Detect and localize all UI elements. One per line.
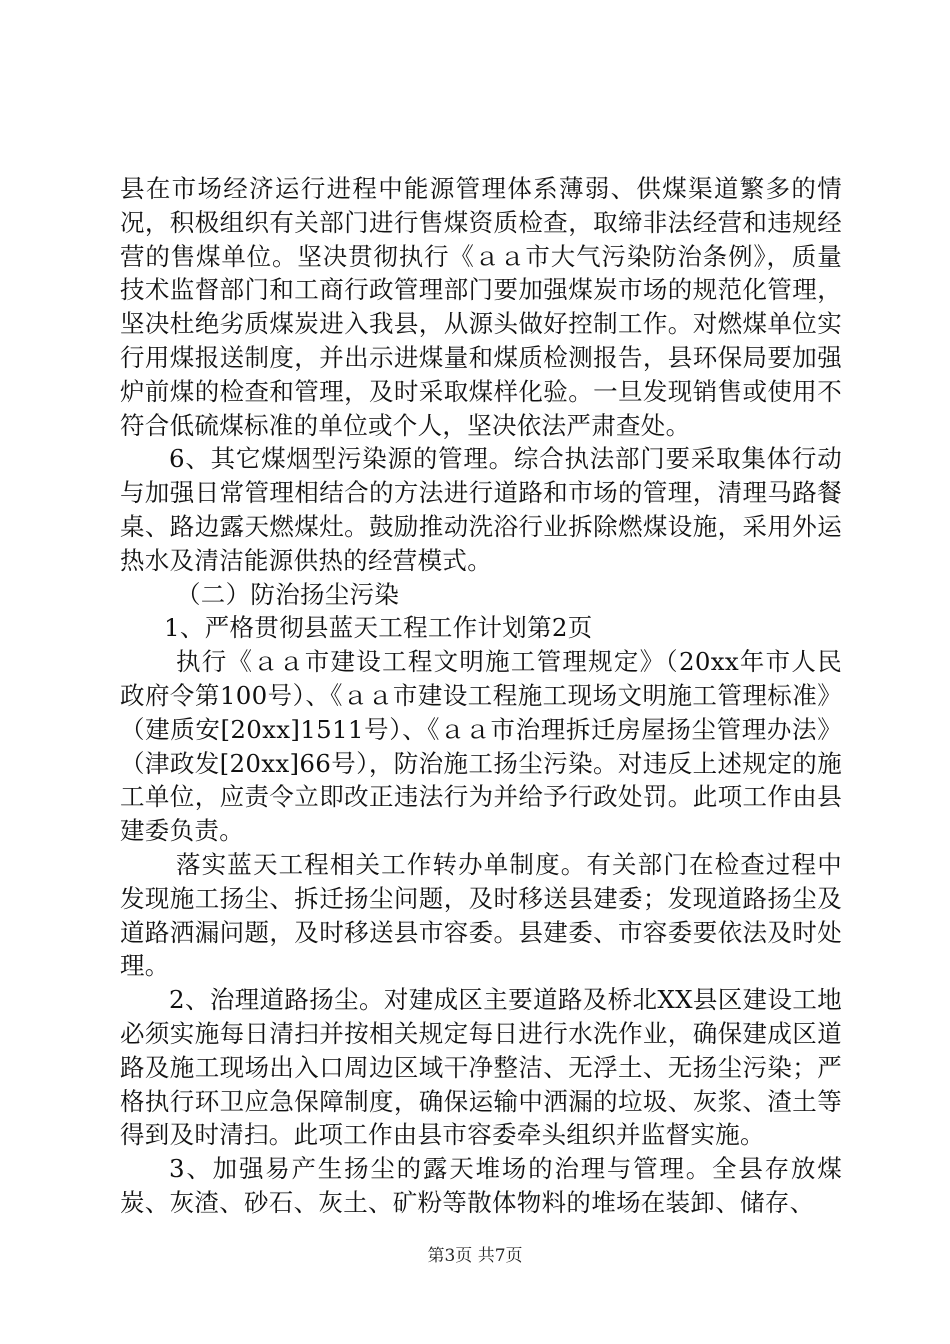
section-heading: （二）防治扬尘污染 — [176, 579, 400, 609]
page-footer: 第3页 共7页 — [427, 1246, 523, 1266]
paragraph-regulations: 执行《ａａ市建设工程文明施工管理规定》（20xx年市人民政府令第100号）、《ａａ市建设工程施工现场文明施工管理标准》（建质安[20xx]1511号）、《ａａ市治理拆迁房屋扬尘管理办法》（津政发[20xx]66号），防治施工扬尘污染。对违反上述规定的施工单位，应责令立即改正违法行为并给予行政处罚。此项工作由县建委负责。 — [120, 647, 842, 846]
document-body — [120, 172, 842, 1220]
paragraph-item-1: 1、严格贯彻县蓝天工程工作计划第2页 — [164, 613, 593, 643]
paragraph-item-3: 3、加强易产生扬尘的露天堆场的治理与管理。全县存放煤炭、灰渣、砂石、灰土、矿粉等散体物料的堆场在装卸、储存、 — [120, 1154, 842, 1217]
paragraph-item-6: 6、其它煤烟型污染源的管理。综合执法部门要采取集体行动与加强日常管理相结合的方法进行道路和市场的管理，清理马路餐桌、路边露天燃煤灶。鼓励推动洗浴行业拆除燃煤设施，采用外运热水及清洁能源供热的经营模式。 — [120, 444, 842, 575]
paragraph-transfer-system: 落实蓝天工程相关工作转办单制度。有关部门在检查过程中发现施工扬尘、拆迁扬尘问题，及时移送县建委；发现道路扬尘及道路洒漏问题，及时移送县市容委。县建委、市容委要依法及时处理。 — [120, 849, 842, 981]
paragraph-continued: 县在市场经济运行进程中能源管理体系薄弱、供煤渠道繁多的情况，积极组织有关部门进行售煤资质检查，取缔非法经营和违规经营的售煤单位。坚决贯彻执行《ａａ市大气污染防治条例》，质量技术监督部门和工商行政管理部门要加强煤炭市场的规范化管理，坚决杜绝劣质煤炭进入我县，从源头做好控制工作。对燃煤单位实行用煤报送制度，并出示进煤量和煤质检测报告，县环保局要加强炉前煤的检查和管理，及时采取煤样化验。一旦发现销售或使用不符合低硫煤标准的单位或个人，坚决依法严肃查处。 — [120, 174, 842, 440]
paragraph-item-2: 2、治理道路扬尘。对建成区主要道路及桥北XX县区建设工地必须实施每日清扫并按相关规定每日进行水洗作业，确保建成区道路及施工现场出入口周边区域干净整洁、无浮土、无扬尘污染；严格执行环卫应急保障制度，确保运输中洒漏的垃圾、灰浆、渣土等得到及时清扫。此项工作由县市容委牵头组织并监督实施。 — [120, 985, 842, 1150]
